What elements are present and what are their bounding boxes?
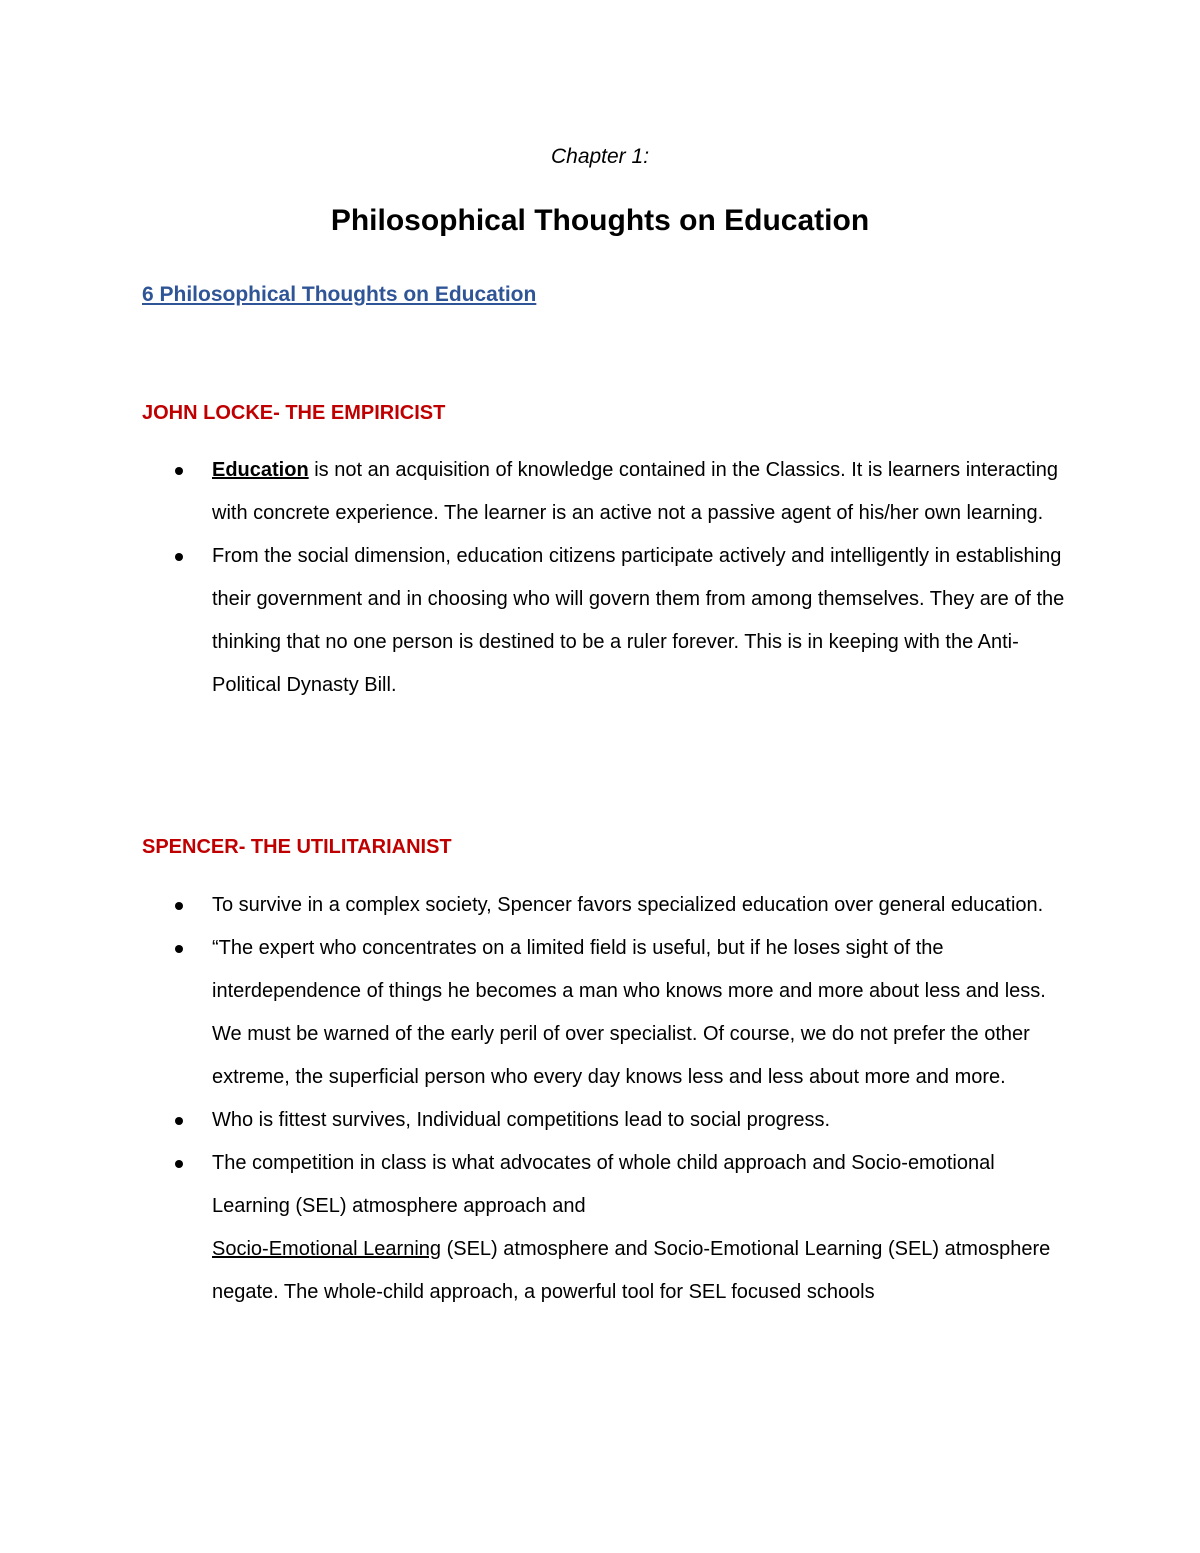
education-link[interactable]: Education <box>212 459 309 481</box>
list-item <box>212 535 1072 707</box>
chapter-label: Chapter 1: <box>550 145 650 168</box>
list-item <box>212 884 1072 927</box>
bullet-text: is not an acquisition of knowledge contained in the Classics. It is learners interacting with concrete experience. The learner is an active not a passive agent of his/her own learning. <box>212 459 1058 524</box>
list-item <box>212 1099 1072 1142</box>
page-title: Philosophical Thoughts on Education <box>330 204 870 237</box>
bullet-text: Who is fittest survives, Individual competitions lead to social progress. <box>212 1109 831 1131</box>
list-item <box>212 1142 1072 1314</box>
list-item <box>212 449 1072 535</box>
bullet-text: The competition in class is what advocates of whole child approach and Socio-emotional Learning (SEL) atmosphere approach and <box>212 1152 995 1217</box>
bullet-list-locke <box>212 449 1072 707</box>
section-heading-locke: JOHN LOCKE- THE EMPIRICIST <box>142 402 446 424</box>
section-heading-spencer: SPENCER- THE UTILITARIANIST <box>142 836 452 858</box>
list-item <box>212 927 1072 1099</box>
bullet-list-spencer <box>212 884 1072 1314</box>
toc-link[interactable]: 6 Philosophical Thoughts on Education <box>142 283 537 306</box>
bullet-text: From the social dimension, education citizens participate actively and intelligently in establishing their government and in choosing who will govern them from among themselves. They are of the thinking that no one person is destined to be a ruler forever. This is in keeping with the Anti-Political Dynasty Bill. <box>212 545 1065 696</box>
bullet-text: “The expert who concentrates on a limited field is useful, but if he loses sight of the interdependence of things he becomes a man who knows more and more about less and less. We must be warned of the early peril of over specialist. Of course, we do not prefer the other extreme, the superficial person who every day knows less and less about more and more. <box>212 937 1046 1088</box>
bullet-text: (SEL) atmosphere and Socio-Emotional Learning (SEL) atmosphere negate. The whole-child approach, a powerful tool for SEL focused schools <box>212 1238 1051 1303</box>
sel-link[interactable]: Socio-Emotional Learning <box>212 1238 442 1260</box>
bullet-text: To survive in a complex society, Spencer favors specialized education over general education. <box>212 894 1044 916</box>
